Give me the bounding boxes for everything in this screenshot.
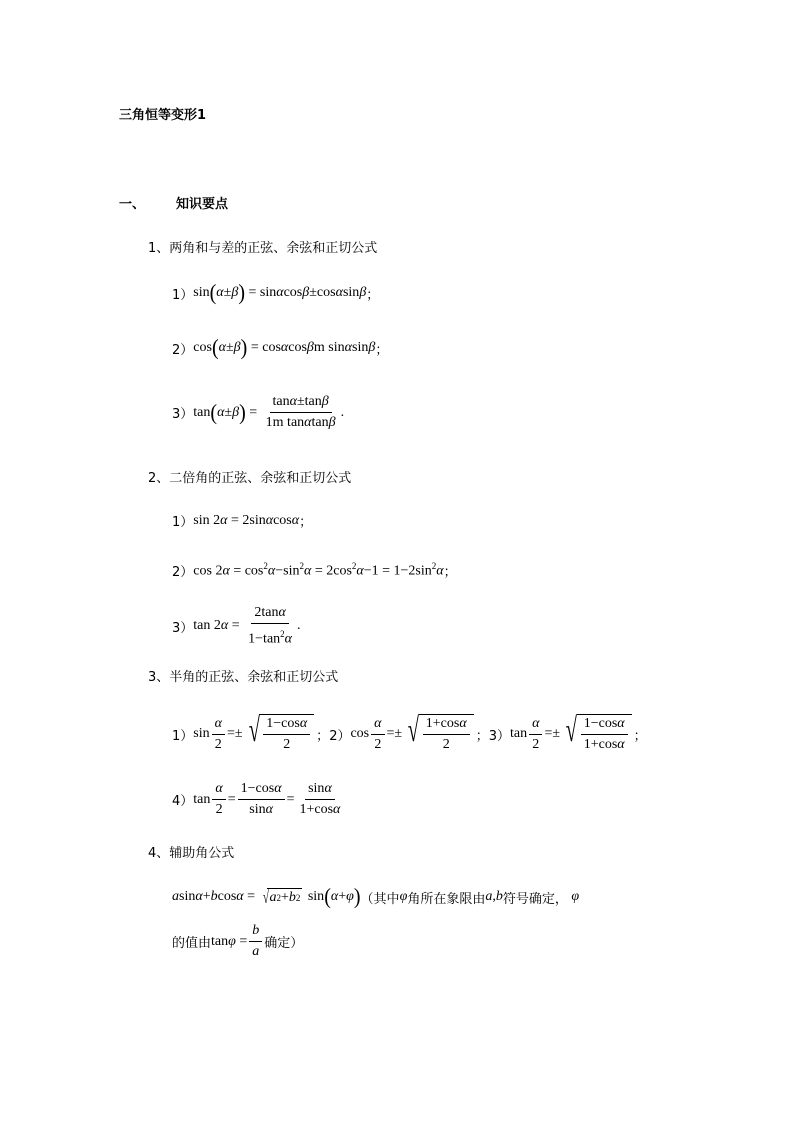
separator: ；: [316, 728, 330, 744]
formula-half-tan: 4） tan $\frac{\alpha}{2}$ = $\frac{1-\cos\alpha}{\sin\alpha}$ = $\frac{\sin\alpha}{1+\cos\alpha}$: [172, 780, 345, 819]
formula-cos-sum: 2） cos ( α ± β ) = cosαcosβm sinαsinβ ；: [172, 335, 389, 361]
square-root: √ $\frac{1-\cos\alpha}{2}$: [245, 714, 315, 754]
heading-sum-difference: 1、两角和与差的正弦、余弦和正切公式: [148, 241, 378, 256]
square-root: √ a 2 + b 2: [262, 887, 301, 907]
formula-half-angle-row: 1） sin $\frac{\alpha}{2}$ =± √ $\frac{1-\cos\alpha}{2}$ ； 2） cos $\frac{\alpha}{2}$ =± √ $\frac{1+\cos\alpha}{2}$ ； 3） tan $\frac{\alpha}{2}$ =± √ $\frac{1-\cos\alpha}{1+\cos\alpha}$ ；: [172, 712, 647, 752]
separator: ；: [475, 728, 489, 744]
formula-tan-double: 3） tan 2α = $\frac{2\tan\alpha}{1-\tan^2\alpha}$ .: [172, 605, 301, 647]
separator: ；: [299, 515, 313, 530]
fraction: $\frac{1-\cos\alpha}{\sin\alpha}$: [238, 780, 285, 819]
item-number: 3）: [172, 407, 194, 422]
fraction: $\frac{\alpha}{2}$: [529, 715, 542, 754]
formula-auxiliary: asinα+bcosα = √ a 2 + b 2 sin ( α + φ ) （其中 φ 角所在象限由 a , b 符号确定， φ: [172, 884, 580, 910]
item-number: 2）: [172, 342, 194, 358]
formula-auxiliary-tan: 的值由 tanφ = $\frac{b}{a}$ 确定）: [172, 923, 304, 959]
item-number: 4）: [172, 794, 194, 809]
separator: ；: [633, 728, 647, 744]
formula-cos-double: 2） $\cos 2\alpha = \cos^2\alpha-\sin^2\alpha = 2\cos^2\alpha-1 = 1-2\sin^2\alpha$ ；: [172, 561, 457, 580]
fraction: $\frac{\tan\alpha\pm\tan\beta}{\text{1m tanαtanβ}}$: [265, 394, 336, 430]
item-number: 2）: [329, 728, 351, 744]
fraction: $\frac{\alpha}{2}$: [212, 715, 225, 754]
separator: ；: [375, 342, 389, 358]
separator: ；: [443, 565, 457, 580]
square-root: √ $\frac{1-\cos\alpha}{1+\cos\alpha}$: [562, 714, 632, 754]
item-number: 2）: [172, 565, 194, 580]
fraction: $\frac{2\tan\alpha}{1-\tan^2\alpha}$: [248, 605, 293, 647]
formula-sin-sum: 1） sin ( α ± β ) = sinαcosβ±cosαsinβ ；: [172, 280, 380, 306]
item-number: 1）: [172, 728, 194, 744]
formula-sin-double: 1） sin 2α = 2sinαcosα ；: [172, 512, 313, 530]
fraction: $\frac{\alpha}{2}$: [371, 715, 384, 754]
item-number: 3）: [172, 620, 194, 636]
fraction: $\frac{\alpha}{2}$: [212, 780, 225, 819]
square-root: √ $\frac{1+\cos\alpha}{2}$: [404, 714, 474, 754]
item-number: 3）: [488, 728, 510, 744]
formula-tan-sum: 3） tan ( α ± β ) = $\frac{\tan\alpha\pm\tan\beta}{\text{1m tanαtanβ}}$ .: [172, 394, 345, 430]
page-title: 三角恒等变形1: [119, 108, 207, 123]
fraction: $\frac{\sin\alpha}{1+\cos\alpha}$: [299, 781, 341, 817]
heading-double-angle: 2、二倍角的正弦、余弦和正切公式: [148, 471, 352, 486]
heading-half-angle: 3、半角的正弦、余弦和正切公式: [148, 670, 339, 685]
section-heading: 知识要点: [176, 197, 229, 212]
section-number: 一、: [119, 197, 146, 212]
separator: ；: [366, 287, 380, 303]
heading-auxiliary-angle: 4、辅助角公式: [148, 846, 235, 861]
item-number: 1）: [172, 287, 194, 303]
fraction: $\frac{b}{a}$: [249, 922, 262, 961]
item-number: 1）: [172, 515, 194, 530]
